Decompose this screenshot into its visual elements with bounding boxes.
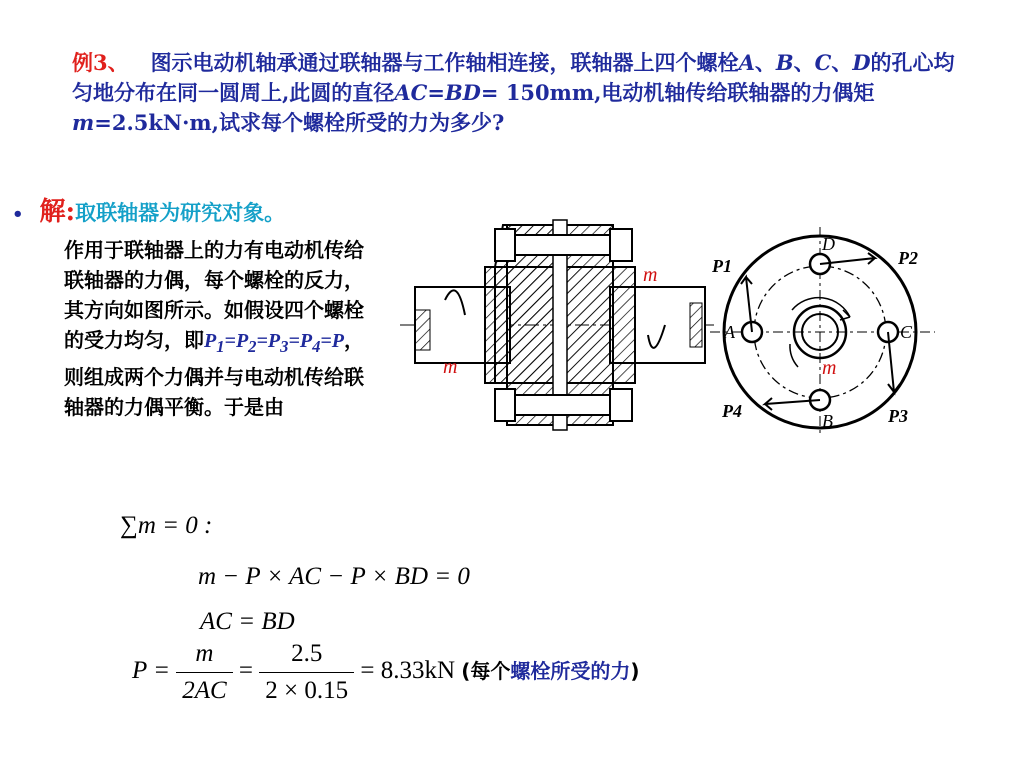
label-D: D (822, 234, 835, 254)
problem-text-a: 图示电动机轴承通过联轴器与工作轴相连接，联轴器上四个螺栓 (150, 50, 739, 75)
var-m: m (72, 110, 95, 135)
result-note (461, 659, 639, 683)
bullet: • (12, 204, 24, 225)
note-close: ) (630, 659, 640, 684)
left-m-top: m (643, 264, 658, 286)
label-P2: P2 (898, 248, 918, 268)
right-m: m (822, 357, 837, 379)
fraction-symbolic (176, 640, 232, 705)
p-lhs: P = (132, 657, 170, 685)
p-equality: $P_1=P_2=P_3=P_4=P$ (204, 330, 345, 356)
equation-sum: ∑m = 0 : (120, 512, 213, 539)
solution-text-1: 作用于联轴器上的力有电动机传给联轴器的力偶，每个螺栓的反力，其方向如图所示。如假设四个螺栓的受力均匀，即 (64, 238, 364, 352)
sep: 、 (831, 50, 853, 75)
fraction-numeric (259, 640, 354, 705)
problem-text-eq2: = 150mm,电动机轴传给联轴器的力偶矩 (480, 80, 875, 105)
label-C: C (900, 322, 913, 342)
sep: 、 (754, 50, 776, 75)
equation-balance: m − P × AC − P × BD = 0 (198, 563, 470, 590)
var-C: C (814, 50, 832, 75)
problem-statement (72, 48, 962, 138)
frac-den: 2 × 0.15 (265, 677, 349, 704)
coupling-section-figure (395, 205, 725, 455)
solution-label: 解: (39, 197, 76, 227)
solution-body (64, 235, 382, 422)
frac-den: 2AC (182, 677, 227, 704)
var-B: B (775, 50, 794, 75)
frac-num: 2.5 (259, 640, 354, 673)
problem-text-c: =2.5kN·m,试求每个螺栓所受的力为多少? (94, 110, 505, 135)
label-P1: P1 (712, 256, 732, 276)
flange-force-figure (710, 222, 940, 442)
sep: 、 (793, 50, 815, 75)
label-P3: P3 (888, 406, 908, 426)
result-value: = 8.33kN (360, 657, 456, 685)
var-AC: AC (394, 80, 428, 105)
example-label: 例3、 (72, 50, 129, 75)
note-blue: 螺栓所受的力 (510, 659, 631, 684)
solution-text-2: ，则组成两个力偶并与电动机传给联轴器的力偶平衡。于是由 (64, 328, 365, 419)
equation-result (132, 640, 640, 705)
note-open: (每个 (461, 659, 511, 684)
var-D: D (852, 50, 871, 75)
solution-header (12, 191, 285, 228)
label-B: B (822, 411, 833, 431)
problem-text-b: 的孔心均匀地分布在同一圆周上,此圆的直径 (72, 50, 955, 105)
eq-sign: = (238, 657, 254, 685)
equation-ac-bd: AC = BD (200, 608, 295, 635)
frac-num: m (176, 640, 232, 673)
eq-sign: = (427, 80, 445, 105)
label-P4: P4 (722, 401, 742, 421)
left-m-bottom: m (443, 356, 458, 378)
label-A: A (724, 322, 735, 342)
research-object: 取联轴器为研究对象。 (75, 200, 286, 225)
var-A: A (738, 50, 755, 75)
var-BD: BD (444, 80, 481, 105)
